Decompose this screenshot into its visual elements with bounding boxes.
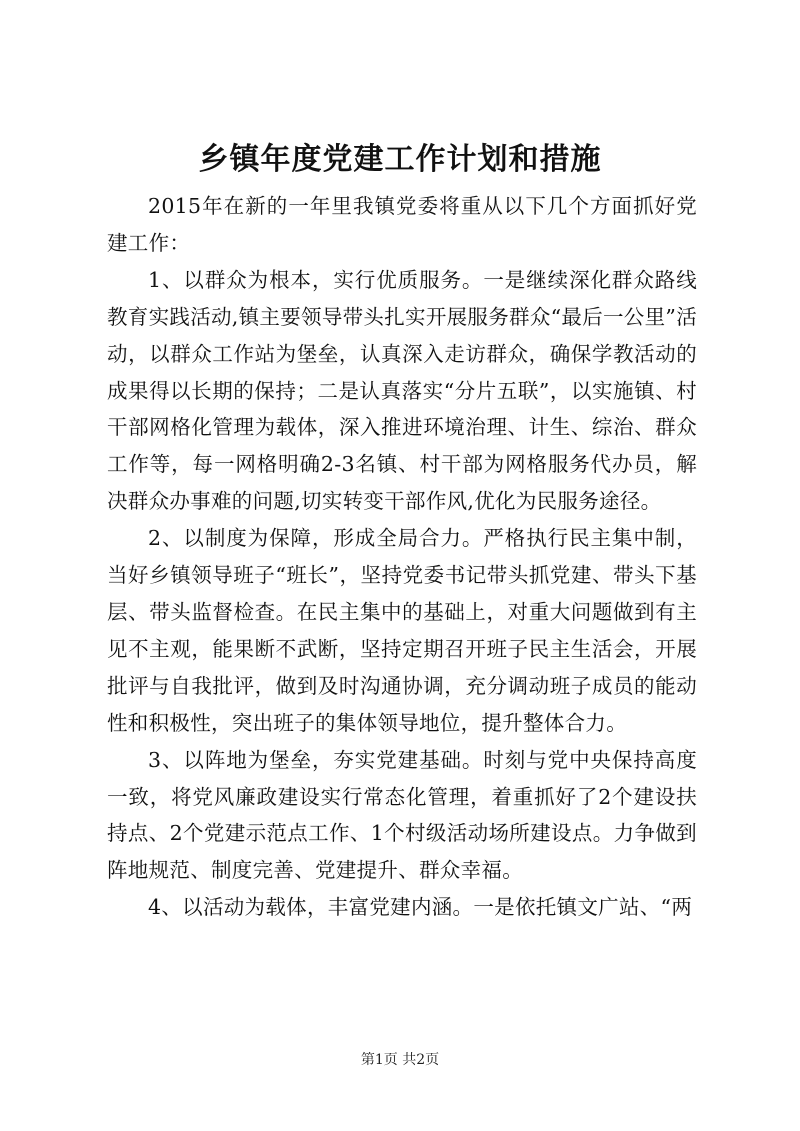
document-title: 乡镇年度党建工作计划和措施 <box>198 142 602 177</box>
paragraph-3-base: 3、以阵地为堡垒，夯实党建基础。时刻与党中央保持高度一致，将党风廉政建设实行常态化管理，着重抓好了2个建设扶持点、2个党建示范点工作、1个村级活动场所建设点。力争做到阵地规范、制度完善、党建提升、群众幸福。 <box>107 747 697 883</box>
paragraph-2-system: 2、以制度为保障，形成全局合力。严格执行民主集中制，当好乡镇领导班子“班长”，坚持党委书记带头抓党建、带头下基层、带头监督检查。在民主集中的基础上，对重大问题做到有主见不主观，能果断不武断，坚持定期召开班子民主生活会，开展批评与自我批评，做到及时沟通协调，充分调动班子成员的能动性和积极性，突出班子的集体领导地位，提升整体合力。 <box>107 526 697 735</box>
paragraph-4-activities: 4、以活动为载体，丰富党建内涵。一是依托镇文广站、“两 <box>148 895 693 920</box>
intro-paragraph: 2015年在新的一年里我镇党委将重从以下几个方面抓好党建工作： <box>107 194 697 255</box>
document-body <box>107 188 697 926</box>
page-number-footer: 第1页 共2页 <box>360 1052 440 1068</box>
paragraph-1-service: 1、以群众为根本，实行优质服务。一是继续深化群众路线教育实践活动,镇主要领导带头扎实开展服务群众“最后一公里”活动，以群众工作站为堡垒，认真深入走访群众，确保学教活动的成果得以长期的保持；二是认真落实“分片五联”，以实施镇、村干部网格化管理为载体，深入推进环境治理、计生、综治、群众工作等，每一网格明确2-3名镇、村干部为网格服务代办员，解决群众办事难的问题,切实转变干部作风,优化为民服务途径。 <box>107 267 697 514</box>
